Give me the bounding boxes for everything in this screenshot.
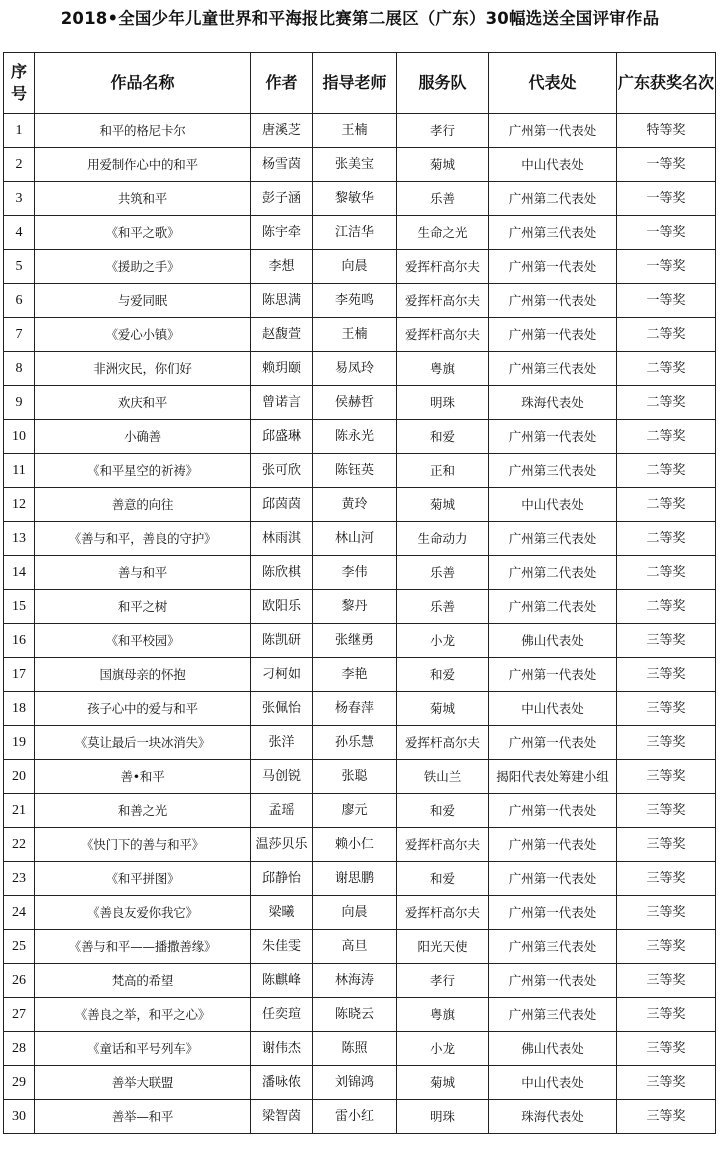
cell-award: 二等奖 — [617, 454, 716, 488]
cell-office: 中山代表处 — [489, 1066, 617, 1100]
cell-office: 广州第一代表处 — [489, 420, 617, 454]
cell-seq: 13 — [4, 522, 35, 556]
cell-teacher: 侯赫哲 — [313, 386, 397, 420]
cell-title: 欢庆和平 — [35, 386, 251, 420]
table-row — [4, 862, 716, 896]
cell-author: 谢伟杰 — [251, 1032, 313, 1066]
cell-seq: 15 — [4, 590, 35, 624]
cell-team: 爱挥杆高尔夫 — [397, 318, 489, 352]
cell-author: 陈欣棋 — [251, 556, 313, 590]
cell-award: 三等奖 — [617, 692, 716, 726]
table-row — [4, 930, 716, 964]
cell-author: 曾诺言 — [251, 386, 313, 420]
cell-author: 张洋 — [251, 726, 313, 760]
cell-seq: 1 — [4, 114, 35, 148]
cell-team: 生命之光 — [397, 216, 489, 250]
cell-team: 乐善 — [397, 182, 489, 216]
cell-office: 佛山代表处 — [489, 624, 617, 658]
cell-team: 明珠 — [397, 386, 489, 420]
cell-title: 《和平校园》 — [35, 624, 251, 658]
cell-team: 和爱 — [397, 794, 489, 828]
cell-teacher: 林海涛 — [313, 964, 397, 998]
cell-office: 广州第一代表处 — [489, 250, 617, 284]
cell-teacher: 向晨 — [313, 896, 397, 930]
cell-award: 三等奖 — [617, 794, 716, 828]
table-row — [4, 794, 716, 828]
table-row — [4, 284, 716, 318]
cell-team: 菊城 — [397, 692, 489, 726]
cell-seq: 4 — [4, 216, 35, 250]
cell-author: 林雨淇 — [251, 522, 313, 556]
cell-teacher: 陈晓云 — [313, 998, 397, 1032]
cell-office: 广州第二代表处 — [489, 590, 617, 624]
table-row — [4, 488, 716, 522]
cell-title: 善举—和平 — [35, 1100, 251, 1134]
table-row — [4, 658, 716, 692]
header-team: 服务队 — [397, 53, 489, 114]
cell-seq: 16 — [4, 624, 35, 658]
cell-office: 广州第三代表处 — [489, 454, 617, 488]
cell-office: 广州第一代表处 — [489, 828, 617, 862]
table-row — [4, 1032, 716, 1066]
cell-seq: 18 — [4, 692, 35, 726]
cell-award: 三等奖 — [617, 930, 716, 964]
cell-title: 《快门下的善与和平》 — [35, 828, 251, 862]
cell-seq: 2 — [4, 148, 35, 182]
header-seq-top: 序 — [10, 62, 27, 81]
table-header-row — [4, 53, 716, 114]
cell-seq: 23 — [4, 862, 35, 896]
cell-award: 二等奖 — [617, 420, 716, 454]
cell-seq: 24 — [4, 896, 35, 930]
cell-teacher: 黎敏华 — [313, 182, 397, 216]
table-row — [4, 998, 716, 1032]
cell-team: 铁山兰 — [397, 760, 489, 794]
cell-seq: 6 — [4, 284, 35, 318]
cell-office: 广州第一代表处 — [489, 794, 617, 828]
cell-author: 马创锐 — [251, 760, 313, 794]
cell-title: 《善良友爱你我它》 — [35, 896, 251, 930]
cell-award: 一等奖 — [617, 284, 716, 318]
cell-office: 广州第一代表处 — [489, 726, 617, 760]
cell-author: 刁柯如 — [251, 658, 313, 692]
cell-teacher: 向晨 — [313, 250, 397, 284]
cell-author: 邱盛琳 — [251, 420, 313, 454]
table-row — [4, 216, 716, 250]
cell-author: 张可欣 — [251, 454, 313, 488]
cell-seq: 9 — [4, 386, 35, 420]
cell-seq: 25 — [4, 930, 35, 964]
table-row — [4, 182, 716, 216]
header-award: 广东获奖名次 — [617, 53, 716, 114]
cell-teacher: 谢思鹏 — [313, 862, 397, 896]
cell-award: 二等奖 — [617, 352, 716, 386]
table-row — [4, 896, 716, 930]
cell-title: 非洲灾民，你们好 — [35, 352, 251, 386]
cell-office: 广州第一代表处 — [489, 862, 617, 896]
cell-award: 三等奖 — [617, 828, 716, 862]
cell-author: 朱佳雯 — [251, 930, 313, 964]
cell-seq: 19 — [4, 726, 35, 760]
cell-award: 三等奖 — [617, 624, 716, 658]
table-row — [4, 556, 716, 590]
table-row — [4, 420, 716, 454]
cell-title: 《善与和平，善良的守护》 — [35, 522, 251, 556]
cell-award: 三等奖 — [617, 726, 716, 760]
cell-title: 国旗母亲的怀抱 — [35, 658, 251, 692]
cell-team: 生命动力 — [397, 522, 489, 556]
cell-author: 张佩怡 — [251, 692, 313, 726]
cell-teacher: 张聪 — [313, 760, 397, 794]
table-row — [4, 624, 716, 658]
cell-teacher: 李艳 — [313, 658, 397, 692]
cell-title: 善•和平 — [35, 760, 251, 794]
cell-author: 孟瑶 — [251, 794, 313, 828]
cell-title: 《童话和平号列车》 — [35, 1032, 251, 1066]
cell-title: 《援助之手》 — [35, 250, 251, 284]
cell-author: 梁智茵 — [251, 1100, 313, 1134]
cell-award: 二等奖 — [617, 556, 716, 590]
cell-teacher: 高旦 — [313, 930, 397, 964]
cell-title: 梵高的希望 — [35, 964, 251, 998]
cell-office: 广州第二代表处 — [489, 556, 617, 590]
cell-author: 陈凯研 — [251, 624, 313, 658]
cell-teacher: 李苑鸣 — [313, 284, 397, 318]
cell-award: 三等奖 — [617, 1100, 716, 1134]
cell-author: 温莎贝乐 — [251, 828, 313, 862]
header-title: 作品名称 — [35, 53, 251, 114]
cell-team: 和爱 — [397, 862, 489, 896]
cell-teacher: 林山河 — [313, 522, 397, 556]
cell-author: 任奕瑄 — [251, 998, 313, 1032]
cell-team: 明珠 — [397, 1100, 489, 1134]
cell-title: 善意的向往 — [35, 488, 251, 522]
cell-team: 孝行 — [397, 114, 489, 148]
cell-award: 二等奖 — [617, 488, 716, 522]
table-row — [4, 386, 716, 420]
cell-team: 菊城 — [397, 148, 489, 182]
cell-team: 乐善 — [397, 590, 489, 624]
cell-title: 小确善 — [35, 420, 251, 454]
cell-team: 爱挥杆高尔夫 — [397, 726, 489, 760]
header-teacher: 指导老师 — [313, 53, 397, 114]
cell-seq: 21 — [4, 794, 35, 828]
cell-award: 一等奖 — [617, 148, 716, 182]
cell-seq: 7 — [4, 318, 35, 352]
page-title: 2018•全国少年儿童世界和平海报比赛第二展区（广东）30幅选送全国评审作品 — [60, 9, 660, 28]
cell-teacher: 王楠 — [313, 114, 397, 148]
cell-author: 李想 — [251, 250, 313, 284]
cell-teacher: 王楠 — [313, 318, 397, 352]
cell-seq: 8 — [4, 352, 35, 386]
cell-team: 爱挥杆高尔夫 — [397, 828, 489, 862]
cell-award: 二等奖 — [617, 590, 716, 624]
cell-team: 粤旗 — [397, 352, 489, 386]
cell-teacher: 陈永光 — [313, 420, 397, 454]
cell-title: 和平的格尼卡尔 — [35, 114, 251, 148]
cell-award: 三等奖 — [617, 862, 716, 896]
table-row — [4, 1100, 716, 1134]
cell-team: 正和 — [397, 454, 489, 488]
cell-title: 和善之光 — [35, 794, 251, 828]
cell-author: 杨雪茵 — [251, 148, 313, 182]
cell-office: 珠海代表处 — [489, 386, 617, 420]
cell-teacher: 孙乐慧 — [313, 726, 397, 760]
cell-title: 善与和平 — [35, 556, 251, 590]
cell-team: 乐善 — [397, 556, 489, 590]
cell-author: 陈思满 — [251, 284, 313, 318]
cell-award: 二等奖 — [617, 318, 716, 352]
cell-title: 《和平拼图》 — [35, 862, 251, 896]
cell-author: 赵馥萱 — [251, 318, 313, 352]
cell-award: 三等奖 — [617, 896, 716, 930]
table-row — [4, 828, 716, 862]
cell-team: 爱挥杆高尔夫 — [397, 284, 489, 318]
cell-office: 广州第三代表处 — [489, 998, 617, 1032]
cell-author: 陈宇牵 — [251, 216, 313, 250]
table-row — [4, 1066, 716, 1100]
cell-seq: 27 — [4, 998, 35, 1032]
cell-seq: 30 — [4, 1100, 35, 1134]
cell-award: 二等奖 — [617, 522, 716, 556]
table-row — [4, 692, 716, 726]
cell-title: 《莫让最后一块冰消失》 — [35, 726, 251, 760]
cell-title: 和平之树 — [35, 590, 251, 624]
cell-title: 《爱心小镇》 — [35, 318, 251, 352]
cell-office: 广州第一代表处 — [489, 658, 617, 692]
header-seq — [4, 53, 35, 114]
cell-author: 潘咏侬 — [251, 1066, 313, 1100]
cell-teacher: 陈照 — [313, 1032, 397, 1066]
cell-teacher: 张继勇 — [313, 624, 397, 658]
cell-team: 爱挥杆高尔夫 — [397, 896, 489, 930]
cell-author: 邱茵茵 — [251, 488, 313, 522]
cell-award: 二等奖 — [617, 386, 716, 420]
cell-author: 梁曦 — [251, 896, 313, 930]
table-row — [4, 114, 716, 148]
cell-seq: 28 — [4, 1032, 35, 1066]
cell-seq: 20 — [4, 760, 35, 794]
cell-award: 一等奖 — [617, 250, 716, 284]
cell-office: 广州第一代表处 — [489, 284, 617, 318]
cell-title: 《和平之歌》 — [35, 216, 251, 250]
cell-team: 孝行 — [397, 964, 489, 998]
cell-teacher: 黄玲 — [313, 488, 397, 522]
cell-award: 三等奖 — [617, 1032, 716, 1066]
cell-office: 广州第一代表处 — [489, 896, 617, 930]
cell-office: 揭阳代表处筹建小组 — [489, 760, 617, 794]
cell-seq: 10 — [4, 420, 35, 454]
cell-author: 欧阳乐 — [251, 590, 313, 624]
awards-table — [3, 52, 716, 1134]
cell-seq: 5 — [4, 250, 35, 284]
cell-team: 阳光天使 — [397, 930, 489, 964]
cell-office: 广州第三代表处 — [489, 216, 617, 250]
cell-title: 孩子心中的爱与和平 — [35, 692, 251, 726]
cell-seq: 22 — [4, 828, 35, 862]
cell-award: 三等奖 — [617, 760, 716, 794]
cell-award: 三等奖 — [617, 964, 716, 998]
table-row — [4, 250, 716, 284]
cell-title: 用爱制作心中的和平 — [35, 148, 251, 182]
cell-seq: 11 — [4, 454, 35, 488]
cell-team: 小龙 — [397, 1032, 489, 1066]
cell-title: 《和平星空的祈祷》 — [35, 454, 251, 488]
cell-office: 广州第三代表处 — [489, 522, 617, 556]
cell-team: 菊城 — [397, 488, 489, 522]
cell-award: 三等奖 — [617, 998, 716, 1032]
cell-author: 赖玥颐 — [251, 352, 313, 386]
cell-office: 珠海代表处 — [489, 1100, 617, 1134]
cell-team: 粤旗 — [397, 998, 489, 1032]
cell-office: 广州第一代表处 — [489, 114, 617, 148]
cell-office: 广州第二代表处 — [489, 182, 617, 216]
table-row — [4, 352, 716, 386]
cell-team: 爱挥杆高尔夫 — [397, 250, 489, 284]
table-row — [4, 726, 716, 760]
cell-office: 广州第三代表处 — [489, 930, 617, 964]
cell-award: 一等奖 — [617, 182, 716, 216]
cell-office: 广州第一代表处 — [489, 318, 617, 352]
cell-team: 和爱 — [397, 658, 489, 692]
cell-teacher: 易凤玲 — [313, 352, 397, 386]
cell-award: 特等奖 — [617, 114, 716, 148]
cell-title: 与爱同眠 — [35, 284, 251, 318]
cell-author: 彭子涵 — [251, 182, 313, 216]
table-row — [4, 148, 716, 182]
cell-teacher: 张美宝 — [313, 148, 397, 182]
cell-teacher: 刘锦鸿 — [313, 1066, 397, 1100]
table-row — [4, 590, 716, 624]
cell-seq: 17 — [4, 658, 35, 692]
cell-office: 中山代表处 — [489, 148, 617, 182]
table-row — [4, 318, 716, 352]
cell-seq: 26 — [4, 964, 35, 998]
cell-author: 唐溪芝 — [251, 114, 313, 148]
table-row — [4, 454, 716, 488]
header-office: 代表处 — [489, 53, 617, 114]
cell-seq: 3 — [4, 182, 35, 216]
cell-team: 菊城 — [397, 1066, 489, 1100]
cell-office: 佛山代表处 — [489, 1032, 617, 1066]
cell-office: 广州第一代表处 — [489, 964, 617, 998]
cell-teacher: 赖小仁 — [313, 828, 397, 862]
cell-team: 和爱 — [397, 420, 489, 454]
cell-teacher: 黎丹 — [313, 590, 397, 624]
table-row — [4, 760, 716, 794]
cell-teacher: 李伟 — [313, 556, 397, 590]
cell-author: 陈麒峰 — [251, 964, 313, 998]
cell-award: 三等奖 — [617, 1066, 716, 1100]
cell-team: 小龙 — [397, 624, 489, 658]
cell-teacher: 杨春萍 — [313, 692, 397, 726]
table-row — [4, 964, 716, 998]
table-body — [4, 114, 716, 1134]
cell-teacher: 雷小红 — [313, 1100, 397, 1134]
cell-title: 《善与和平——播撒善缘》 — [35, 930, 251, 964]
cell-teacher: 江洁华 — [313, 216, 397, 250]
cell-seq: 14 — [4, 556, 35, 590]
cell-teacher: 陈钰英 — [313, 454, 397, 488]
cell-office: 广州第三代表处 — [489, 352, 617, 386]
cell-award: 三等奖 — [617, 658, 716, 692]
cell-award: 一等奖 — [617, 216, 716, 250]
header-seq-bottom: 号 — [10, 84, 27, 103]
cell-title: 共筑和平 — [35, 182, 251, 216]
cell-seq: 29 — [4, 1066, 35, 1100]
table-row — [4, 522, 716, 556]
cell-author: 邱静怡 — [251, 862, 313, 896]
cell-office: 中山代表处 — [489, 488, 617, 522]
cell-office: 中山代表处 — [489, 692, 617, 726]
cell-teacher: 廖元 — [313, 794, 397, 828]
header-author: 作者 — [251, 53, 313, 114]
cell-seq: 12 — [4, 488, 35, 522]
cell-title: 《善良之举，和平之心》 — [35, 998, 251, 1032]
cell-title: 善举大联盟 — [35, 1066, 251, 1100]
